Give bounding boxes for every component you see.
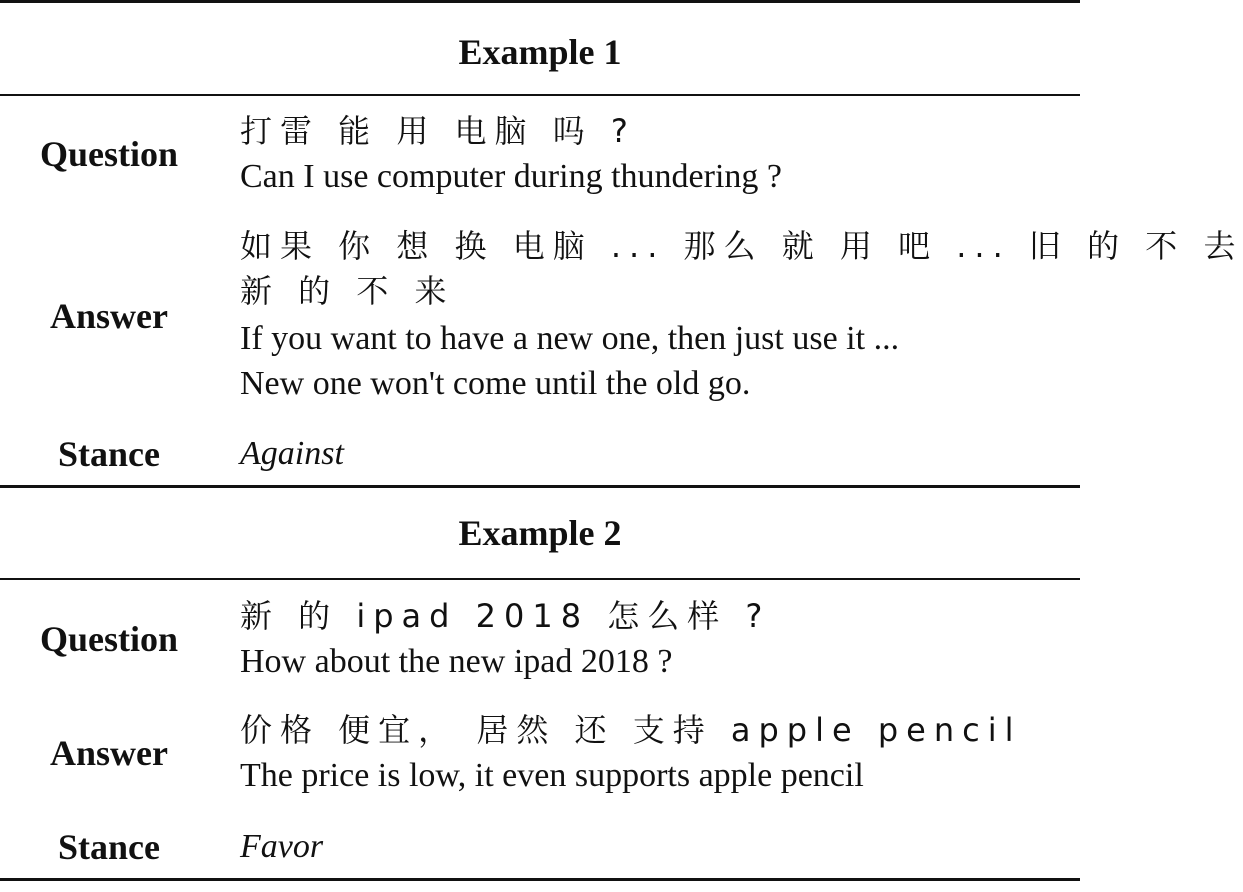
example-1-answer-en-line-2: New one won't come until the old go. [240,365,751,402]
example-1-question-en: Can I use computer during thundering ? [240,158,782,195]
example-1-stance-label: Stance [58,434,160,474]
example-2-answer-label: Answer [50,733,168,773]
example-separator-rule [0,485,1080,488]
example-1-answer-label: Answer [50,296,168,336]
example-1-question-label: Question [39,134,179,174]
example-1-answer-zh-line-1: 如果 你 想 换 电脑 ... 那么 就 用 吧 ... 旧 的 不 去 [240,227,1243,265]
example-1-title: Example 1 [458,32,622,72]
example-1-stance-value: Against [240,435,344,472]
example-1-answer-en-line-1: If you want to have a new one, then just use it ... [240,320,900,357]
example-2-answer-en: The price is low, it even supports apple pencil [240,757,864,794]
example-1-header-rule [0,94,1080,96]
example-1-answer-zh-line-2: 新 的 不 来 [240,272,455,310]
example-2-question-zh: 新 的 ipad 2018 怎么样 ? [240,597,771,635]
bottom-rule [0,878,1080,881]
example-2-header-rule [0,578,1080,580]
example-2-title: Example 2 [458,513,622,553]
example-2-stance-value: Favor [240,828,324,865]
example-2-question-en: How about the new ipad 2018 ? [240,643,673,680]
example-2-question-label: Question [39,619,179,659]
top-rule [0,0,1080,3]
example-2-stance-label: Stance [58,827,160,867]
example-2-answer-zh: 价格 便宜， 居然 还 支持 apple pencil [240,711,1022,749]
example-1-question-zh: 打雷 能 用 电脑 吗 ? [240,112,636,150]
